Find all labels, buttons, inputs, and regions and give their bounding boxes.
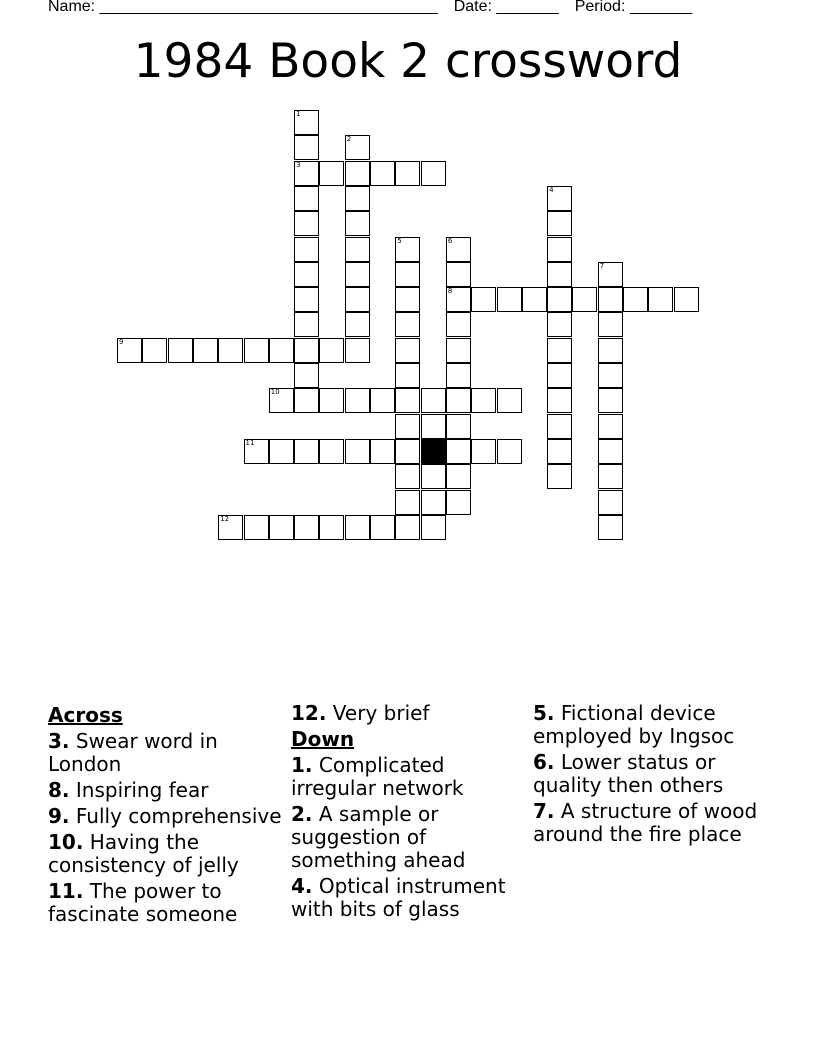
grid-cell[interactable]	[395, 237, 420, 262]
grid-cell[interactable]	[648, 287, 673, 312]
clue-number: 11	[245, 438, 255, 447]
clue-column-1	[48, 702, 284, 929]
clue-number: 1	[296, 110, 301, 118]
grid-cell[interactable]	[547, 287, 572, 312]
grid-cell[interactable]	[598, 363, 623, 388]
across-heading: Across	[48, 703, 123, 727]
grid-cell[interactable]	[395, 388, 420, 413]
grid-cell[interactable]	[446, 287, 471, 312]
grid-cell[interactable]	[598, 439, 623, 464]
grid-cell[interactable]	[547, 186, 572, 211]
grid-cell[interactable]	[395, 363, 420, 388]
grid-cell[interactable]	[395, 287, 420, 312]
grid-cell[interactable]	[319, 388, 344, 413]
grid-cell[interactable]	[370, 515, 395, 540]
grid-cell[interactable]	[395, 312, 420, 337]
grid-cell[interactable]	[370, 388, 395, 413]
grid-cell[interactable]	[395, 439, 420, 464]
clue-number: 2	[346, 135, 352, 144]
grid-cell[interactable]	[294, 312, 319, 337]
down-clue-7: 7. A structure of wood around the fire place	[533, 799, 758, 846]
across-clue-3: 3. Swear word in London	[48, 729, 218, 776]
grid-cell[interactable]	[598, 414, 623, 439]
grid-cell[interactable]	[345, 237, 370, 262]
grid-cell[interactable]	[623, 287, 648, 312]
grid-cell[interactable]	[421, 490, 446, 515]
grid-cell[interactable]	[319, 338, 344, 363]
grid-cell[interactable]	[294, 439, 319, 464]
grid-cell[interactable]	[269, 338, 294, 363]
black-square	[421, 439, 446, 464]
date-field[interactable]: Date: _______	[453, 0, 559, 15]
grid-cell[interactable]	[421, 414, 446, 439]
clue-number: 9	[119, 337, 124, 346]
grid-cell[interactable]	[497, 439, 522, 464]
clue-number: 5	[397, 236, 402, 245]
grid-cell[interactable]	[446, 464, 471, 489]
clue-number: 10	[270, 388, 280, 397]
grid-cell[interactable]	[446, 237, 471, 262]
grid-cell[interactable]	[598, 490, 623, 515]
grid-cell[interactable]	[547, 338, 572, 363]
grid-cell[interactable]	[269, 439, 294, 464]
grid-cell[interactable]	[294, 262, 319, 287]
grid-cell[interactable]	[598, 515, 623, 540]
clue-column-2	[291, 702, 527, 924]
page-title: 1984 Book 2 crossword	[133, 34, 683, 89]
grid-cell[interactable]	[319, 161, 344, 186]
grid-cell[interactable]	[193, 338, 218, 363]
grid-cell[interactable]	[471, 287, 496, 312]
grid-cell[interactable]	[345, 161, 370, 186]
grid-cell[interactable]	[395, 464, 420, 489]
grid-cell[interactable]	[471, 439, 496, 464]
grid-cell[interactable]	[345, 439, 370, 464]
grid-cell[interactable]	[547, 414, 572, 439]
grid-cell[interactable]	[598, 338, 623, 363]
grid-cell[interactable]	[345, 515, 370, 540]
grid-cell[interactable]	[294, 237, 319, 262]
grid-cell[interactable]	[168, 338, 193, 363]
grid-cell[interactable]	[319, 515, 344, 540]
grid-cell[interactable]	[319, 439, 344, 464]
grid-cell[interactable]	[598, 464, 623, 489]
grid-cell[interactable]	[294, 186, 319, 211]
grid-cell[interactable]	[674, 287, 699, 312]
grid-cell[interactable]	[446, 363, 471, 388]
grid-cell[interactable]	[294, 338, 319, 363]
clue-number: 4	[549, 185, 554, 194]
grid-cell[interactable]	[218, 338, 243, 363]
grid-cell[interactable]	[598, 388, 623, 413]
grid-cell[interactable]	[395, 161, 420, 186]
worksheet-header	[48, 0, 788, 16]
grid-cell[interactable]	[547, 363, 572, 388]
down-clue-1: 1. Complicated irregular network	[291, 753, 464, 800]
grid-cell[interactable]	[294, 515, 319, 540]
grid-cell[interactable]	[421, 464, 446, 489]
grid-cell[interactable]	[345, 338, 370, 363]
grid-cell[interactable]	[446, 312, 471, 337]
grid-cell[interactable]	[446, 262, 471, 287]
name-field[interactable]: Name: ______________________________________	[48, 0, 438, 15]
grid-cell[interactable]	[142, 338, 167, 363]
clue-number: 6	[447, 236, 453, 245]
grid-cell[interactable]	[446, 414, 471, 439]
across-clue-8: 8. Inspiring fear	[48, 778, 209, 802]
grid-cell[interactable]	[421, 515, 446, 540]
grid-cell[interactable]	[547, 312, 572, 337]
grid-cell[interactable]	[421, 388, 446, 413]
grid-cell[interactable]	[294, 211, 319, 236]
grid-cell[interactable]	[421, 161, 446, 186]
grid-cell[interactable]	[547, 237, 572, 262]
grid-cell[interactable]	[345, 186, 370, 211]
across-clue-9: 9. Fully comprehensive	[48, 804, 282, 828]
grid-cell[interactable]	[294, 110, 319, 135]
grid-cell[interactable]	[446, 388, 471, 413]
clue-number: 7	[599, 261, 605, 270]
grid-cell[interactable]	[572, 287, 597, 312]
grid-cell[interactable]	[345, 211, 370, 236]
grid-cell[interactable]	[294, 363, 319, 388]
grid-cell[interactable]	[497, 287, 522, 312]
grid-cell[interactable]	[547, 262, 572, 287]
grid-cell[interactable]	[294, 161, 319, 186]
grid-cell[interactable]	[598, 287, 623, 312]
down-clue-4: 4. Optical instrument with bits of glass	[291, 874, 506, 921]
grid-cell[interactable]	[294, 135, 319, 160]
grid-cell[interactable]	[218, 515, 243, 540]
grid-cell[interactable]	[294, 287, 319, 312]
period-field[interactable]: Period: _______	[574, 0, 693, 15]
grid-cell[interactable]	[497, 388, 522, 413]
clue-number: 8	[447, 287, 453, 296]
down-heading: Down	[291, 727, 355, 751]
grid-cell[interactable]	[446, 338, 471, 363]
grid-cell[interactable]	[244, 515, 269, 540]
grid-cell[interactable]	[547, 439, 572, 464]
grid-cell[interactable]	[547, 464, 572, 489]
grid-cell[interactable]	[345, 312, 370, 337]
grid-cell[interactable]	[522, 287, 547, 312]
grid-cell[interactable]	[598, 262, 623, 287]
grid-cell[interactable]	[370, 439, 395, 464]
down-clue-6: 6. Lower status or quality then others	[533, 750, 724, 797]
grid-cell[interactable]	[244, 439, 269, 464]
grid-cell[interactable]	[547, 211, 572, 236]
down-clue-5: 5. Fictional device employed by Ingsoc	[533, 701, 735, 748]
across-clue-10: 10. Having the consistency of jelly	[48, 830, 239, 877]
grid-cell[interactable]	[547, 388, 572, 413]
grid-cell[interactable]	[446, 490, 471, 515]
grid-cell[interactable]	[395, 414, 420, 439]
grid-cell[interactable]	[345, 262, 370, 287]
grid-cell[interactable]	[598, 312, 623, 337]
across-clue-12: 12. Very brief	[291, 701, 430, 725]
grid-cell[interactable]	[446, 439, 471, 464]
clue-column-3	[533, 702, 769, 849]
across-clue-11: 11. The power to fascinate someone	[48, 879, 238, 926]
grid-cell[interactable]	[294, 388, 319, 413]
grid-cell[interactable]	[269, 388, 294, 413]
grid-cell[interactable]	[395, 490, 420, 515]
grid-cell[interactable]	[471, 388, 496, 413]
grid-cell[interactable]	[395, 338, 420, 363]
grid-cell[interactable]	[345, 388, 370, 413]
grid-cell[interactable]	[117, 338, 142, 363]
grid-cell[interactable]	[269, 515, 294, 540]
clue-number: 12	[220, 514, 230, 523]
grid-cell[interactable]	[345, 135, 370, 160]
grid-cell[interactable]	[244, 338, 269, 363]
clue-number: 3	[296, 160, 301, 169]
down-clue-2: 2. A sample or suggestion of something ahead	[291, 802, 466, 872]
grid-cell[interactable]	[395, 515, 420, 540]
grid-cell[interactable]	[395, 262, 420, 287]
grid-cell[interactable]	[345, 287, 370, 312]
grid-cell[interactable]	[370, 161, 395, 186]
